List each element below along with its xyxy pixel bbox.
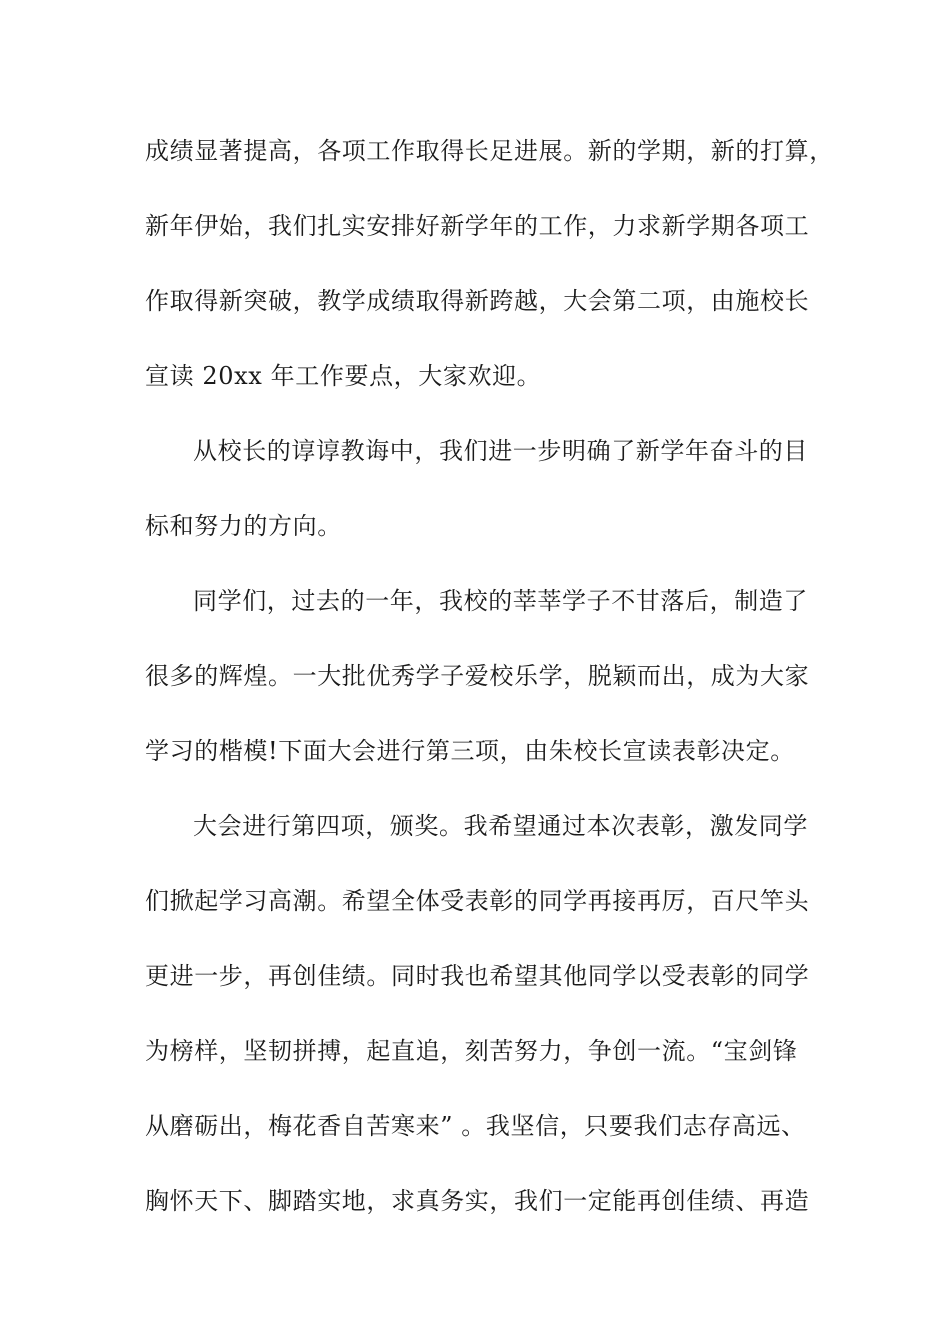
text-line: 们掀起学习高潮。希望全体受表彰的同学再接再厉，百尺竿头 bbox=[145, 887, 810, 915]
text-line: 作取得新突破，教学成绩取得新跨越，大会第二项，由施校长 bbox=[145, 287, 810, 315]
text-line: 很多的辉煌。一大批优秀学子爱校乐学，脱颖而出，成为大家 bbox=[145, 662, 810, 690]
text-line: 学习的楷模!下面大会进行第三项，由朱校长宣读表彰决定。 bbox=[145, 737, 795, 765]
text-line: 大会进行第四项，颁奖。我希望通过本次表彰，激发同学 bbox=[193, 812, 808, 840]
text-line: 标和努力的方向。 bbox=[145, 512, 342, 540]
text-line: 从磨砺出，梅花香自苦寒来” 。我坚信，只要我们志存高远、 bbox=[145, 1112, 806, 1140]
text-line: 从校长的谆谆教诲中，我们进一步明确了新学年奋斗的目 bbox=[193, 437, 808, 465]
text-line: 更进一步，再创佳绩。同时我也希望其他同学以受表彰的同学 bbox=[145, 962, 810, 990]
text-line: 宣读 20xx 年工作要点，大家欢迎。 bbox=[145, 362, 542, 390]
text-line: 胸怀天下、脚踏实地，求真务实，我们一定能再创佳绩、再造 bbox=[145, 1187, 810, 1215]
text-line: 新年伊始，我们扎实安排好新学年的工作，力求新学期各项工 bbox=[145, 212, 810, 240]
text-line: 为榜样，坚韧拼搏，起直追，刻苦努力，争创一流。“宝剑锋 bbox=[145, 1037, 798, 1065]
text-line: 成绩显著提高，各项工作取得长足进展。新的学期，新的打算， bbox=[145, 137, 834, 165]
text-line: 同学们，过去的一年，我校的莘莘学子不甘落后，制造了 bbox=[193, 587, 808, 615]
